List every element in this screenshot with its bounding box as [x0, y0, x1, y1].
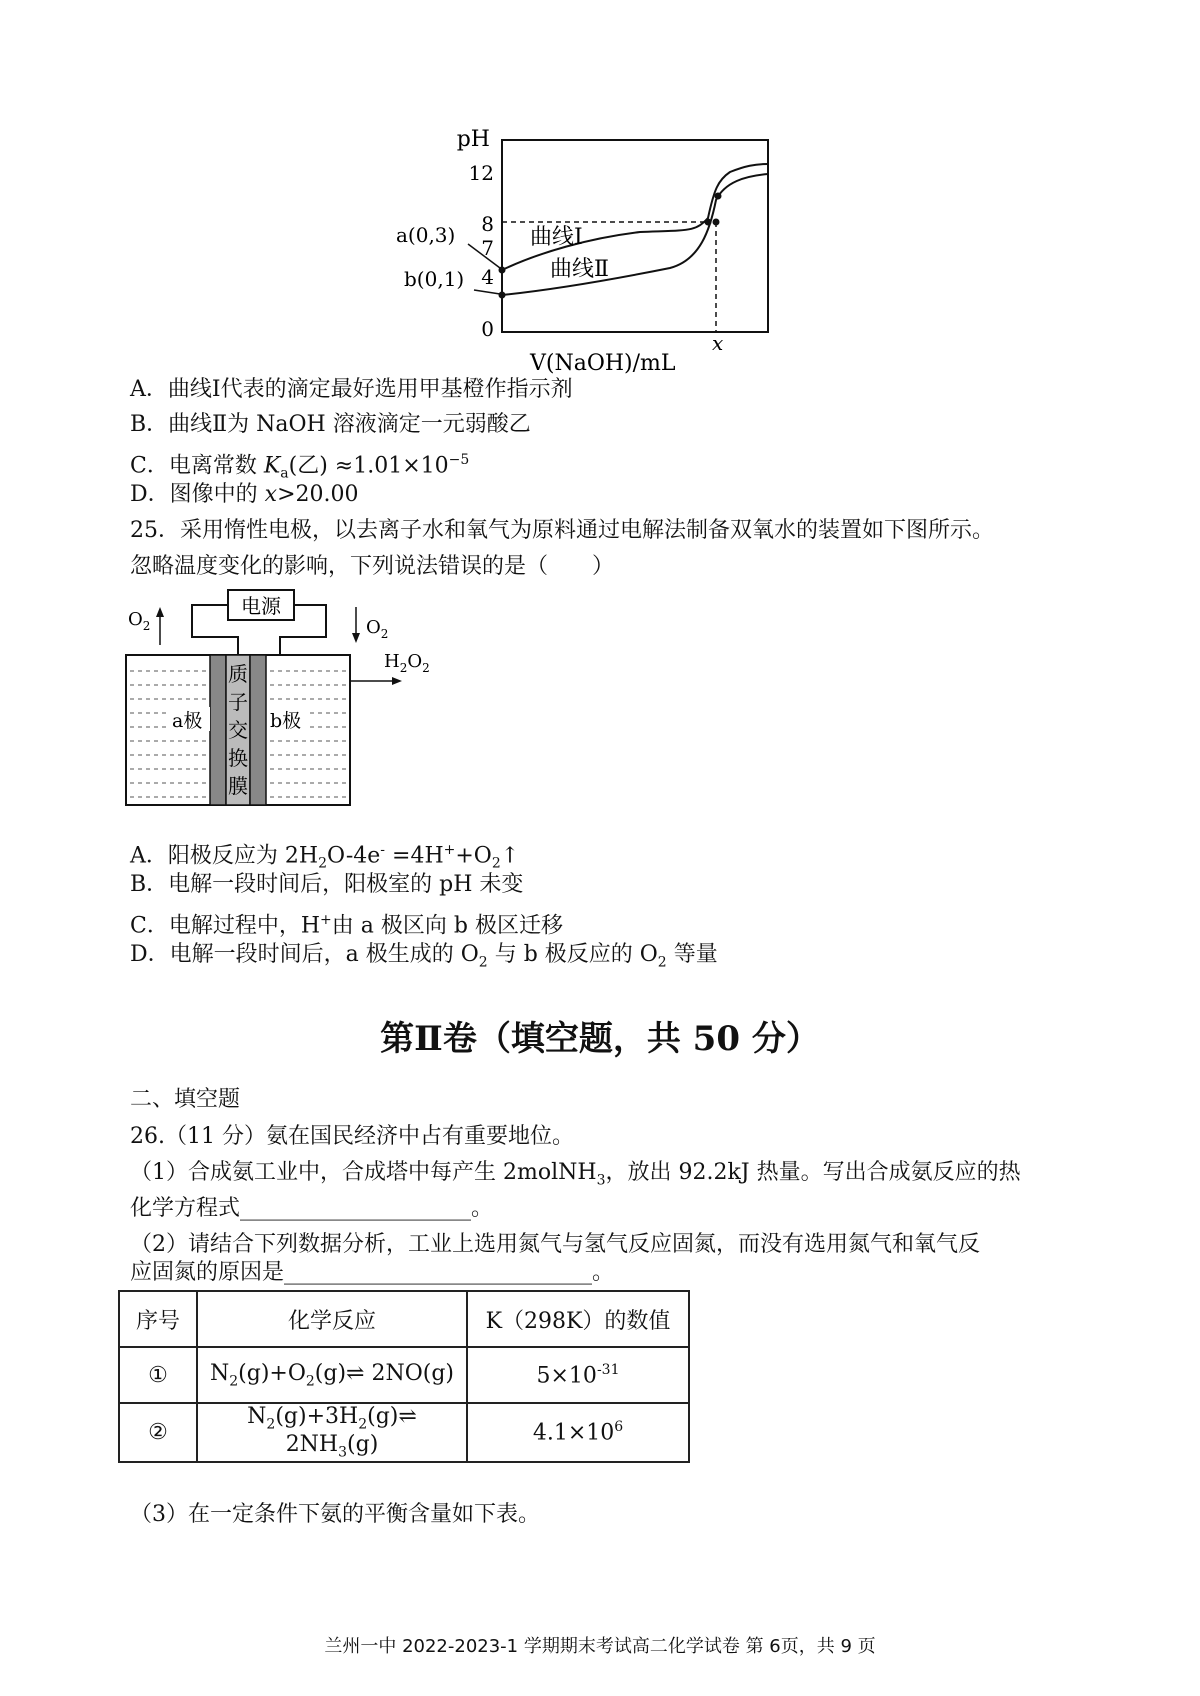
q25-stem-line2: 忽略温度变化的影响，下列说法错误的是（ ）: [130, 554, 615, 579]
curve-1-label: 曲线Ⅰ: [530, 225, 583, 250]
curve-1: [502, 164, 768, 270]
y-axis-label: pH: [456, 127, 490, 152]
q25-option-b: B．电解一段时间后，阳极室的 pH 未变: [130, 872, 524, 897]
table-cell-reaction: $N_2(g)+O_2(g)\rightleftharpoons$ 2NO(g): [197, 1347, 467, 1403]
table-header-reaction: 化学反应: [197, 1291, 467, 1347]
table-row: [119, 1347, 689, 1403]
q25-a-sup1: -: [380, 842, 386, 858]
q25-option-c: [130, 905, 563, 941]
point-b-dot: [499, 292, 506, 299]
membrane-char-1: 质: [228, 662, 248, 686]
page-footer: 兰州一中 2022-2023-1 学期期末考试高二化学试卷 第 6页，共 9 页: [324, 1636, 876, 1657]
o2-right-label: $O_2$: [366, 617, 389, 641]
q26-p1-sub: 3: [596, 1172, 606, 1189]
table-header-k: K（298K）的数值: [467, 1291, 689, 1347]
y-tick-4: 4: [481, 265, 494, 289]
q26-p1-line2: 化学方程式_____________________。: [130, 1196, 494, 1221]
q26-p1-line1: [130, 1158, 1021, 1195]
electrode-b-label: b极: [270, 710, 302, 732]
eq-dot-3: [715, 193, 722, 200]
table-header-row: [119, 1291, 689, 1347]
q25-a-sub2: 2: [491, 855, 501, 872]
q24-c-k: K: [263, 453, 281, 479]
q26-p3: （3）在一定条件下氨的平衡含量如下表。: [130, 1502, 540, 1527]
electrode-b: [250, 655, 266, 805]
o2-out-arrowhead: [156, 607, 164, 617]
membrane-char-3: 交: [228, 718, 248, 742]
electrode-a-label: a极: [172, 710, 203, 732]
y-tick-8: 8: [481, 212, 494, 236]
table-row: [119, 1403, 689, 1462]
point-b-leader: [474, 290, 500, 294]
q25-option-d: [130, 940, 718, 977]
point-a-label: a(0,3): [396, 223, 456, 247]
o2-left-label: $O_2$: [128, 609, 151, 633]
o2-in-arrowhead: [352, 633, 360, 643]
q25-d-sub1: 2: [478, 954, 488, 971]
q25-d-mid: 与 b 极反应的 O: [487, 942, 658, 967]
q25-a-mid2: =4H: [385, 843, 444, 869]
q24-c-sub: a: [280, 465, 289, 482]
q25-a-suffix: ↑: [500, 843, 520, 869]
q24-c-sup: −5: [448, 452, 470, 468]
y-tick-7: 7: [481, 236, 494, 260]
h2o2-out-arrowhead: [392, 677, 402, 685]
q25-stem-line1: 25．采用惰性电极，以去离子水和氧气为原料通过电解法制备双氧水的装置如下图所示。: [130, 518, 994, 543]
membrane-char-4: 换: [228, 746, 248, 770]
q25-a-prefix: A．阳极反应为 2H: [130, 843, 319, 869]
table-cell-k: $4.1\times 10^6$: [467, 1403, 689, 1462]
q26-p2-line2: 应固氮的原因是____________________________。: [130, 1260, 615, 1285]
table-cell-no: ①: [119, 1347, 197, 1403]
table-header-no: 序号: [119, 1291, 197, 1347]
q25-a-mid1: O-4e: [327, 843, 381, 869]
q24-c-prefix: C．电离常数: [130, 453, 264, 479]
y-tick-0: 0: [481, 317, 494, 341]
q26-p1-b: ，放出 92.2kJ 热量。写出合成氨反应的热: [605, 1160, 1021, 1185]
q25-a-sub1: 2: [318, 855, 327, 872]
q24-option-a: A．曲线Ⅰ代表的滴定最好选用甲基橙作指示剂: [130, 377, 573, 402]
q25-a-sup2: +: [443, 842, 456, 858]
membrane-char-5: 膜: [228, 774, 248, 798]
x-axis-label: V(NaOH)/mL: [530, 351, 676, 376]
titration-graph: [390, 120, 790, 380]
y-tick-12: 12: [468, 161, 494, 185]
q25-c-prefix: C．电解过程中，H: [130, 913, 321, 939]
electrolysis-device: [120, 585, 460, 815]
q24-d-var: x: [264, 482, 278, 507]
q25-d-suffix: 等量: [666, 942, 718, 967]
table-cell-k: $5\times 10^{-31}$: [467, 1347, 689, 1403]
q25-c-suffix: 由 a 极区向 b 极区迁移: [331, 913, 563, 939]
q24-option-b: B．曲线Ⅱ为 NaOH 溶液滴定一元弱酸乙: [130, 412, 531, 437]
reaction-table: [118, 1290, 690, 1463]
electrode-a: [210, 655, 226, 805]
table-cell-reaction: $N_2(g)+3H_2(g)\rightleftharpoons$ $2NH_3(g)$: [197, 1403, 467, 1462]
section-title: 第Ⅱ卷（填空题，共 50 分）: [380, 1019, 820, 1059]
table-cell-no: ②: [119, 1403, 197, 1462]
q24-d-suffix: >20.00: [277, 482, 359, 507]
q24-c-mid: (乙) ≈1.01×10: [288, 453, 449, 479]
eq-dot-2: [713, 219, 720, 226]
q26-p2-line1: （2）请结合下列数据分析，工业上选用氮气与氢气反应固氮，而没有选用氮气和氧气反: [130, 1232, 980, 1257]
q25-c-sup: +: [320, 912, 332, 928]
power-label: 电源: [241, 594, 281, 618]
q26-p1-a: （1）合成氨工业中，合成塔中每产生 2molNH: [130, 1160, 597, 1185]
q26-stem: 26.（11 分）氨在国民经济中占有重要地位。: [130, 1124, 574, 1149]
x-mark-label: x: [712, 331, 724, 355]
eq-dot-1: [705, 219, 712, 226]
q25-d-sub2: 2: [657, 954, 667, 971]
q24-d-prefix: D．图像中的: [130, 482, 265, 507]
point-b-label: b(0,1): [404, 267, 465, 291]
q25-d-prefix: D．电解一段时间后，a 极生成的 O: [130, 942, 479, 967]
membrane-char-2: 子: [228, 690, 248, 714]
h2o2-label: $H_2O_2$: [384, 651, 430, 675]
q25-a-mid3: +O: [455, 843, 492, 869]
q24-option-d: [130, 480, 358, 510]
curve-2-label: 曲线Ⅱ: [550, 257, 609, 282]
part-label: 二、填空题: [130, 1087, 241, 1112]
